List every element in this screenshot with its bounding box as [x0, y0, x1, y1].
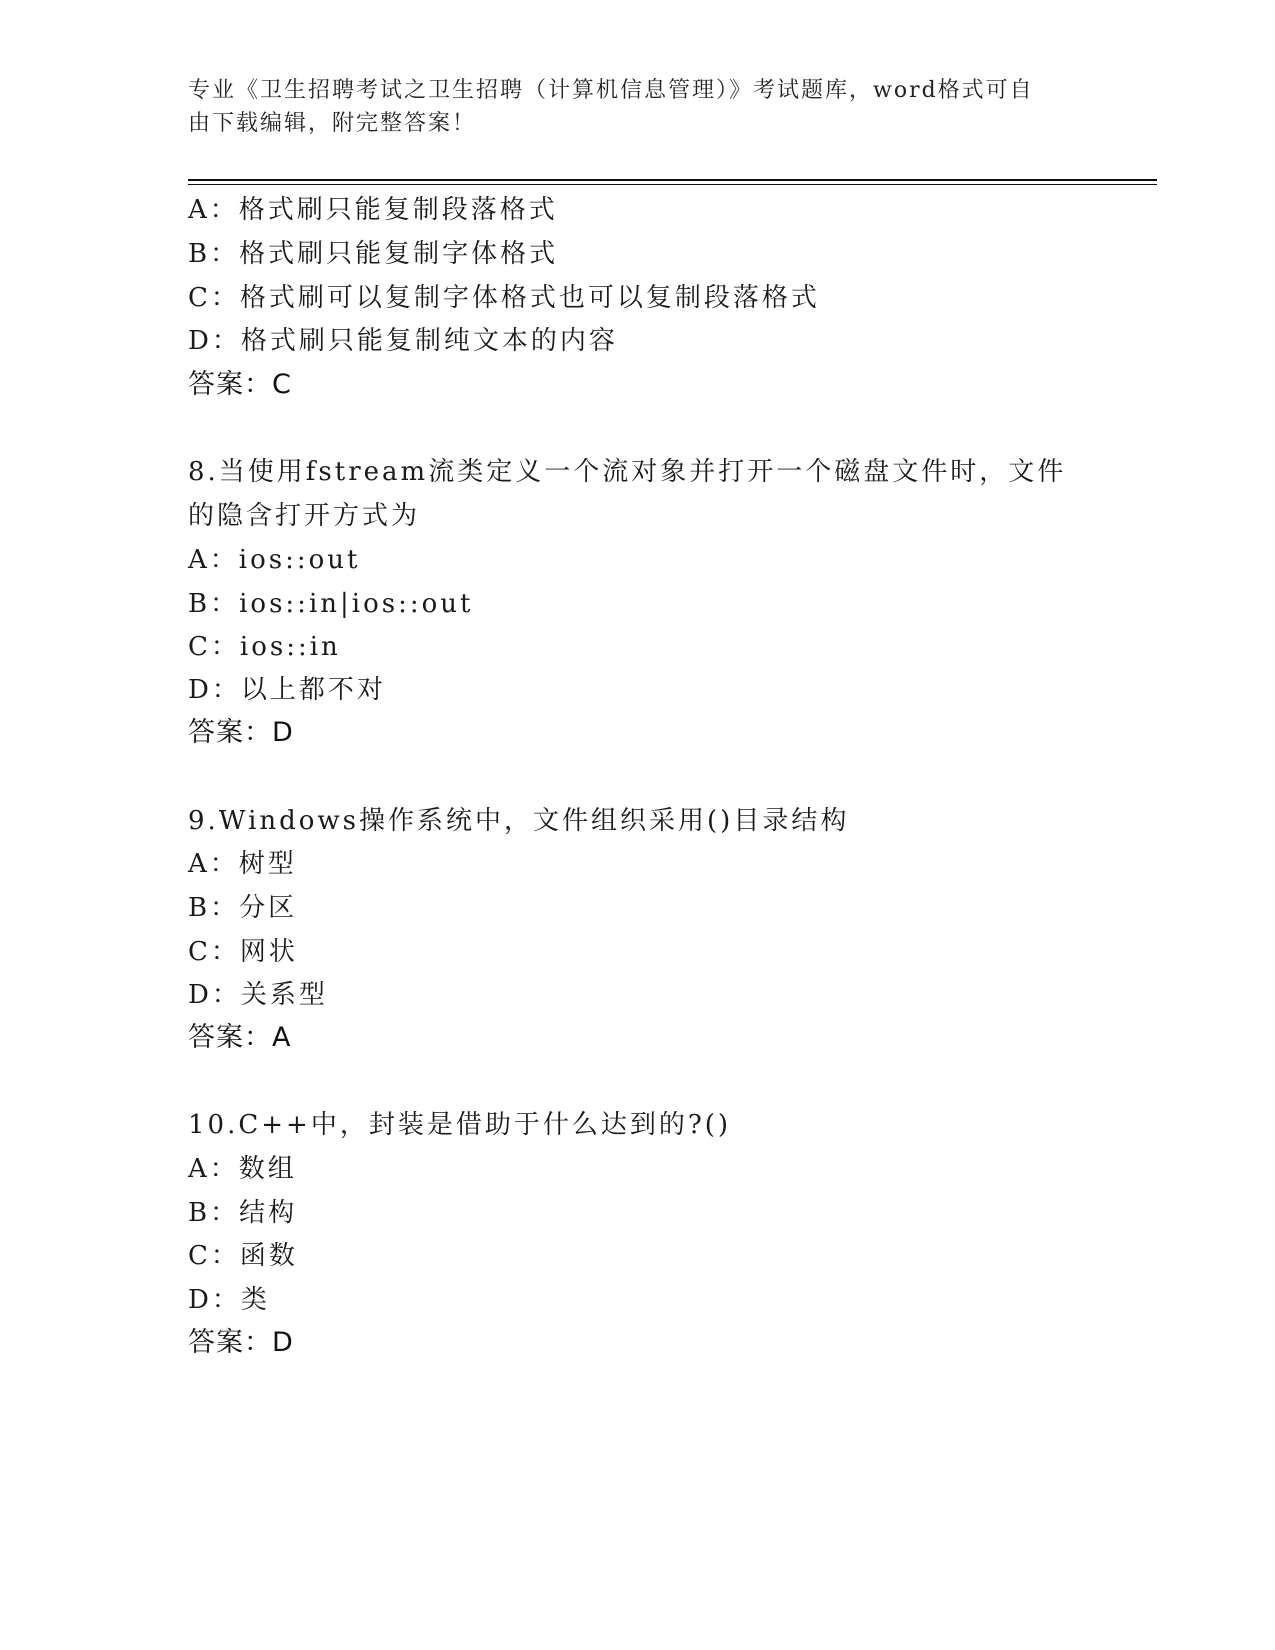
q8-option-a: A：ios::out — [188, 545, 361, 575]
header-line-2: 由下载编辑，附完整答案！ — [188, 111, 477, 136]
q7-option-a: A：格式刷只能复制段落格式 — [188, 195, 558, 225]
q9-option-c: C：网状 — [188, 937, 298, 967]
q10-option-c: C：函数 — [188, 1241, 298, 1271]
q8-option-c: C：ios::in — [188, 632, 341, 662]
document-header — [188, 74, 1068, 140]
q9-option-a: A：树型 — [188, 849, 297, 879]
q10-option-b: B：结构 — [188, 1198, 298, 1228]
q7-option-d: D：格式刷只能复制纯文本的内容 — [188, 326, 618, 356]
q8-question-line-2: 的隐含打开方式为 — [188, 501, 421, 531]
q10-answer: 答案：D — [188, 1327, 294, 1358]
q7-option-c: C：格式刷可以复制字体格式也可以复制段落格式 — [188, 283, 820, 313]
header-line-1: 专业《卫生招聘考试之卫生招聘（计算机信息管理）》考试题库，word格式可自 — [188, 78, 1034, 103]
header-divider-thick — [188, 179, 1157, 181]
q8-option-b: B：ios::in|ios::out — [188, 589, 474, 619]
q7-answer: 答案：C — [188, 369, 292, 400]
q8-answer: 答案：D — [188, 717, 294, 748]
q9-option-b: B：分区 — [188, 893, 298, 923]
header-divider-thin — [188, 184, 1157, 185]
q9-option-d: D：关系型 — [188, 980, 328, 1010]
q9-question: 9.Windows操作系统中，文件组织采用()目录结构 — [188, 806, 850, 836]
q10-option-a: A：数组 — [188, 1154, 297, 1184]
q9-answer: 答案：A — [188, 1022, 292, 1053]
q10-option-d: D：类 — [188, 1285, 270, 1315]
q10-question: 10.C++中，封装是借助于什么达到的?() — [188, 1110, 732, 1140]
q7-option-b: B：格式刷只能复制字体格式 — [188, 239, 559, 269]
q8-question-line-1: 8.当使用fstream流类定义一个流对象并打开一个磁盘文件时，文件 — [188, 457, 1067, 487]
q8-option-d: D：以上都不对 — [188, 675, 386, 705]
